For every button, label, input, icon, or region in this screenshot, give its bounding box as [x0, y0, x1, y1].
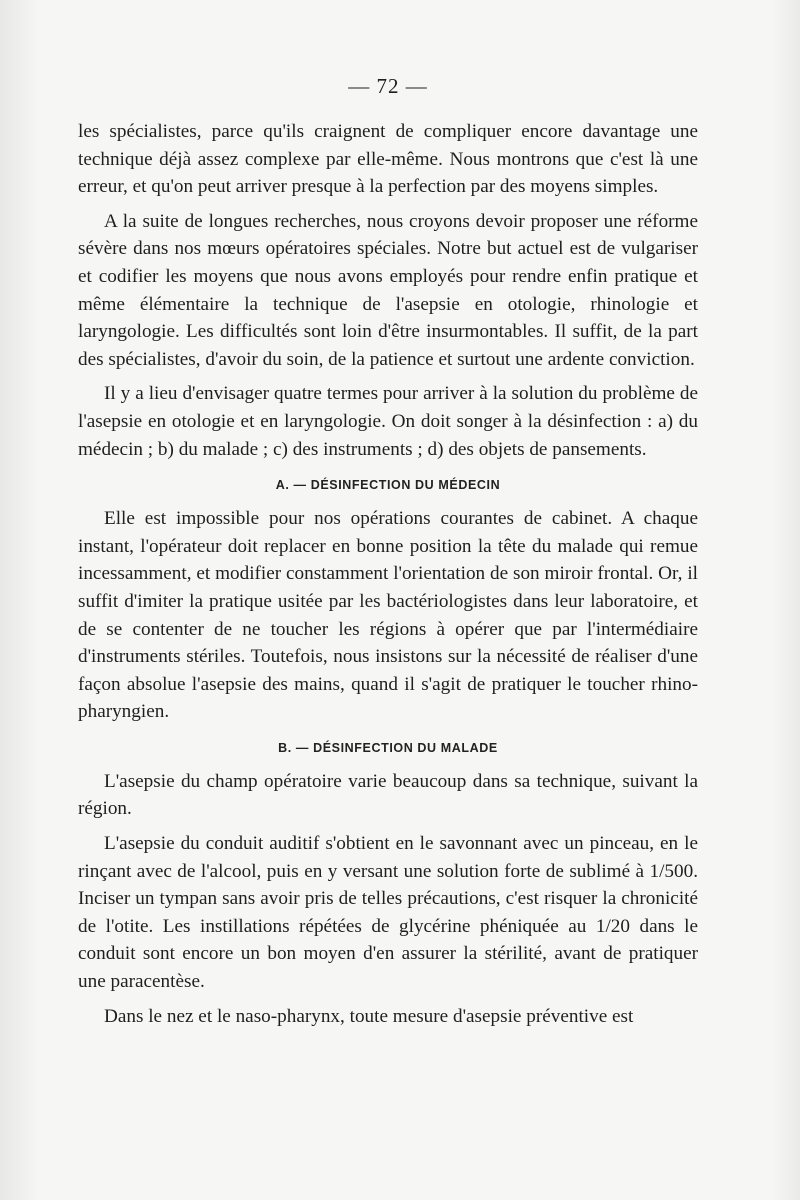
paragraph-6: L'asepsie du conduit auditif s'obtient en le savonnant avec un pinceau, en le rinçant avec de l'alcool, puis en y versant une solution forte de sublimé à 1/500. Inciser un tympan sans avoir pris de telles précautions, c'est risquer la chronicité de l'otite. Les instillations répétées de glycérine phéniquée au 1/20 dans le conduit sont encore un bon moyen d'en assurer la stérilité, avant de pratiquer une paracentèse.: [78, 833, 698, 993]
paragraph-1: les spécialistes, parce qu'ils craignent de compliquer encore davantage une technique déjà assez complexe par elle-même. Nous montrons que c'est là une erreur, et qu'on peut arriver presque à la perfection par des moyens simples.: [78, 121, 698, 198]
paragraph-4: Elle est impossible pour nos opérations courantes de cabinet. A chaque instant, l'opérateur doit replacer en bonne position la tête du malade qui remue incessamment, et modifier constamment l'orientation de son miroir frontal. Or, il suffit d'imiter la pratique usitée par les bactériologistes dans leur laboratoire, et de se contenter de ne toucher les régions à opérer que par l'intermédiaire d'instruments stériles. Toutefois, nous insistons sur la nécessité de réaliser d'une façon absolue l'asepsie des mains, quand il s'agit de pratiquer le toucher rhino-pharyngien.: [78, 508, 698, 723]
paragraph-2: A la suite de longues recherches, nous croyons devoir proposer une réforme sévère dans nos mœurs opératoires spéciales. Notre but actuel est de vulgariser et codifier les moyens que nous avons employés pour rendre enfin pratique et même élémentaire la technique de l'asepsie en otologie, rhinologie et laryngologie. Les difficultés sont loin d'être insurmontables. Il suffit, de la part des spécialistes, d'avoir du soin, de la patience et surtout une ardente conviction.: [78, 210, 698, 370]
page-number: — 72 —: [348, 74, 428, 98]
paragraph-5: L'asepsie du champ opératoire varie beaucoup dans sa technique, suivant la région.: [78, 770, 698, 820]
section-heading-b: B. — DÉSINFECTION DU MALADE: [278, 740, 498, 755]
section-heading-a: A. — DÉSINFECTION DU MÉDECIN: [275, 478, 501, 493]
page-edge-shadow-right: [772, 0, 800, 1200]
paragraph-7: Dans le nez et le naso-pharynx, toute mesure d'asepsie préventive est: [104, 1005, 634, 1027]
paragraph-3: Il y a lieu d'envisager quatre termes pour arriver à la solution du problème de l'asepsie en otologie et en laryngologie. On doit songer à la désinfection : a) du médecin ; b) du malade ; c) des instruments ; d) des objets de pansements.: [78, 383, 698, 460]
page-edge-shadow-left: [0, 0, 40, 1200]
body-text: [78, 118, 698, 1037]
